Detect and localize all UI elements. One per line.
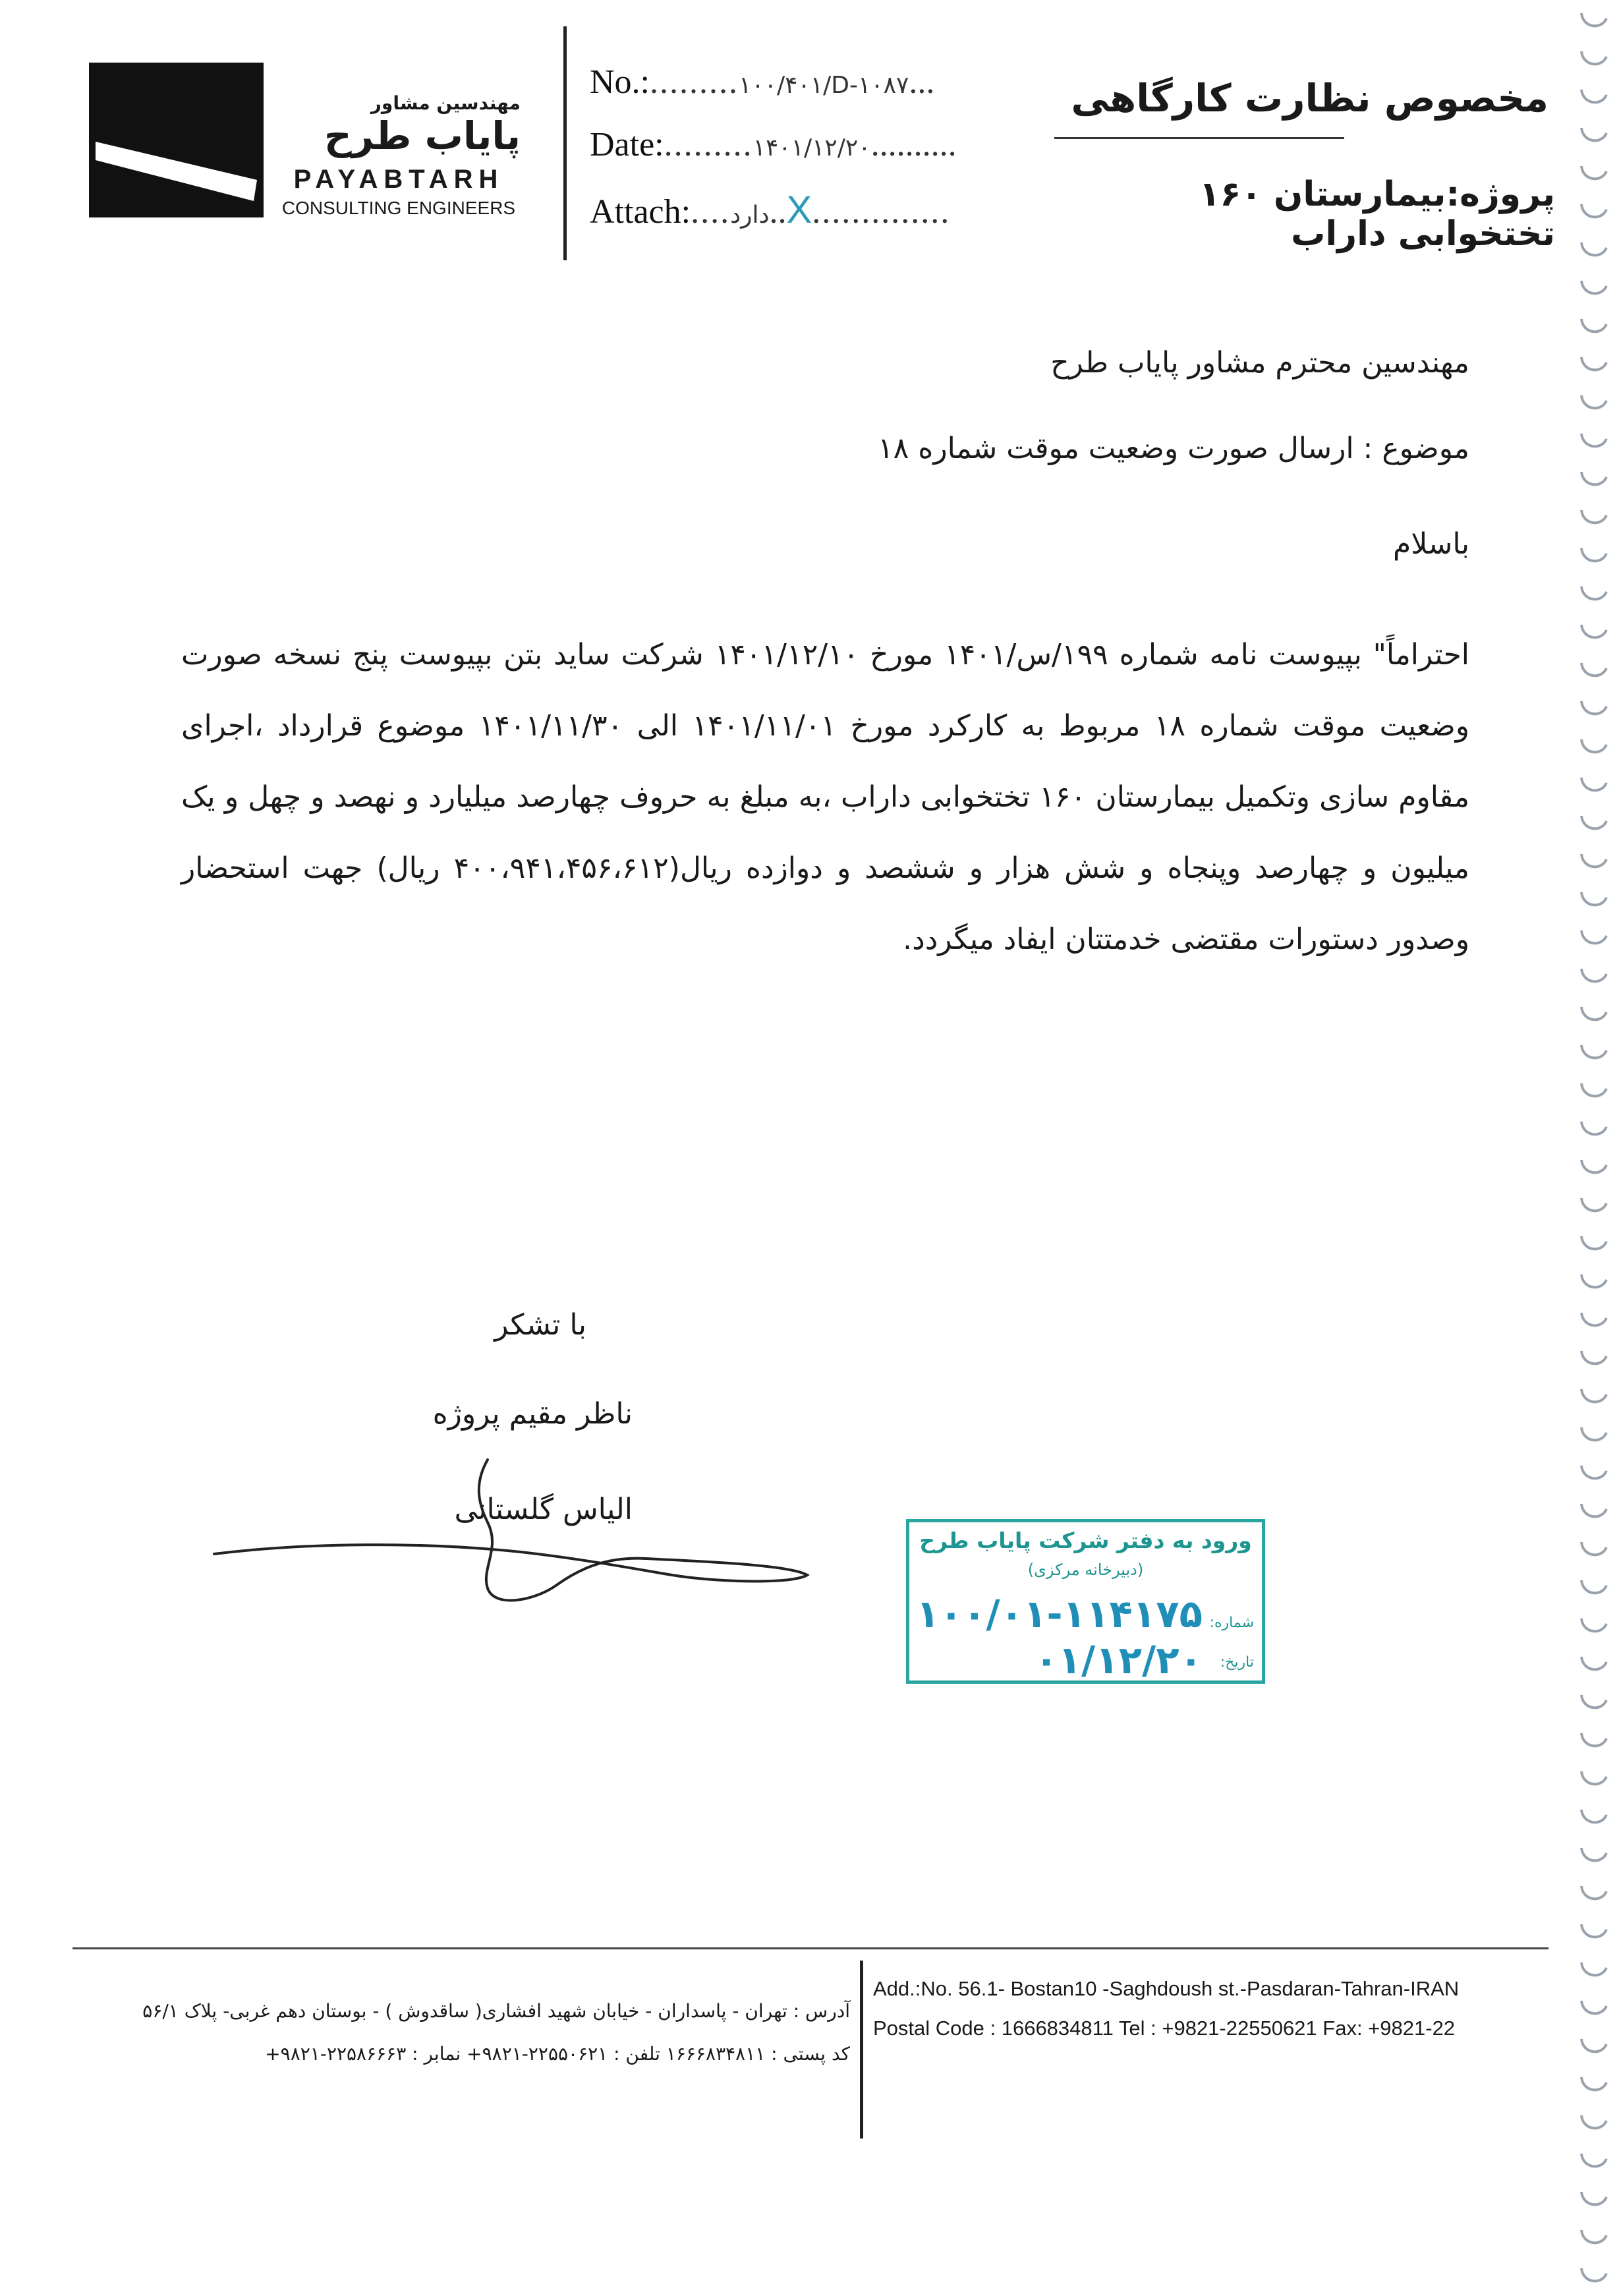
handwritten-signature <box>211 1443 817 1641</box>
letter-body: احتراماً" بپیوست نامه شماره ۱۹۹/س/۱۴۰۱ مورخ ۱۴۰۱/۱۲/۱۰ شرکت ساید بتن بپیوست پنج نسخه صورت وضعیت موقت شماره ۱۸ مربوط به کارکرد مورخ ۱۴۰۱/۱۱/۰۱ الی ۱۴۰۱/۱۱/۳۰ موضوع قرارداد ،اجرای مقاوم سازی وتکمیل بیمارستان ۱۶۰ تختخوابی داراب ،به مبلغ به حروف چهارصد میلیارد و نهصد و چهل و یک میلیون و چهارصد وپنجاه و شش هزار و ششصد و دوازده ریال(۴۰۰،۹۴۱،۴۵۶،۶۱۲ ریال) جهت استحضار وصدور دستورات مقتضی خدمتتان ایفاد میگردد. <box>181 638 1470 956</box>
spiral-hole-mark <box>1581 1236 1606 1249</box>
spiral-hole-mark <box>1581 1007 1606 1019</box>
registry-stamp <box>906 1519 1265 1684</box>
spiral-hole-mark <box>1581 2268 1606 2281</box>
letter-number-value: ۱۰۰/۴۰۱/D-۱۰۸۷ <box>739 72 909 99</box>
spiral-hole-mark <box>1581 1771 1606 1784</box>
spiral-hole-mark <box>1581 1619 1606 1631</box>
logo-mark-icon <box>89 63 264 217</box>
letter-salutation: مهندسین محترم مشاور پایاب طرح <box>1050 346 1469 380</box>
spiral-hole-mark <box>1581 1963 1606 1975</box>
spiral-hole-mark <box>1581 1389 1606 1402</box>
spiral-hole-mark <box>1581 2230 1606 2243</box>
spiral-hole-mark <box>1581 625 1606 637</box>
supervision-underline <box>1054 137 1344 139</box>
spiral-hole-mark <box>1581 472 1606 484</box>
footer-english-contact: Postal Code : 1666834811 Tel : +9821-22550621 Fax: +9821-22 <box>873 2017 1456 2040</box>
spiral-hole-mark <box>1581 2039 1606 2052</box>
spiral-hole-mark <box>1581 1466 1606 1478</box>
spiral-hole-mark <box>1581 739 1606 752</box>
spiral-hole-mark <box>1581 1427 1606 1440</box>
letter-closing: با تشکر <box>494 1308 586 1342</box>
header-divider <box>563 26 567 260</box>
stamp-number-label: شماره: <box>1209 1615 1254 1631</box>
spiral-hole-mark <box>1581 51 1606 64</box>
spiral-hole-mark <box>1581 1122 1606 1134</box>
spiral-hole-mark <box>1581 1542 1606 1555</box>
spiral-hole-mark <box>1581 1313 1606 1325</box>
letter-attach-label: Attach: <box>590 193 691 231</box>
spiral-hole-mark <box>1581 1160 1606 1172</box>
logo-persian-subtitle: مهندسین مشاور <box>370 92 521 114</box>
spiral-hole-mark <box>1581 395 1606 408</box>
footer-column-divider <box>860 1961 863 2138</box>
spiral-hole-mark <box>1581 2077 1606 2090</box>
spiral-hole-mark <box>1581 2154 1606 2166</box>
spiral-hole-mark <box>1581 1275 1606 1287</box>
footer-persian-contact: کد پستی : ۱۶۶۶۸۳۴۸۱۱ تلفن : ۲۲۵۵۰۶۲۱-۹۸۲۱+ نمابر : ۲۲۵۸۶۶۶۳-۹۸۲۱+ <box>265 2043 850 2065</box>
spiral-hole-mark <box>1581 1733 1606 1746</box>
spiral-hole-mark <box>1581 701 1606 714</box>
letter-number-row: No.:.........۱۰۰/۴۰۱/D-۱۰۸۷... <box>590 63 935 101</box>
spiral-hole-mark <box>1581 1695 1606 1708</box>
project-name: پروژه:بیمارستان ۱۶۰ تختخوابی داراب <box>1199 175 1555 254</box>
company-logo <box>89 63 264 217</box>
stamp-subtitle: (دبیرخانه مرکزی) <box>1027 1561 1144 1579</box>
spiral-hole-mark <box>1581 1657 1606 1669</box>
footer-divider <box>72 1947 1548 1949</box>
spiral-hole-mark <box>1581 13 1606 26</box>
spiral-hole-mark <box>1581 931 1606 943</box>
spiral-hole-mark <box>1581 2001 1606 2013</box>
spiral-hole-mark <box>1581 1504 1606 1516</box>
spiral-hole-mark <box>1581 1886 1606 1899</box>
spiral-hole-mark <box>1581 319 1606 331</box>
letter-date-value: ۱۴۰۱/۱۲/۲۰ <box>753 134 871 161</box>
spiral-hole-mark <box>1581 1580 1606 1593</box>
spiral-hole-mark <box>1581 1198 1606 1211</box>
letter-number-label: No.: <box>590 63 650 101</box>
stamp-date-value: ۰۱/۱۲/۲۰ <box>1035 1638 1203 1682</box>
spiral-hole-mark <box>1581 281 1606 293</box>
spiral-hole-mark <box>1581 243 1606 255</box>
footer-english-address: Add.:No. 56.1- Bostan10 -Saghdoush st.-Pasdaran-Tahran-IRAN <box>873 1977 1460 2000</box>
logo-persian-name: پایاب طرح <box>324 113 521 158</box>
spiral-hole-mark <box>1581 204 1606 217</box>
spiral-hole-mark <box>1581 166 1606 179</box>
spiral-hole-mark <box>1581 2192 1606 2204</box>
spiral-hole-mark <box>1581 816 1606 828</box>
attach-check-mark: X <box>786 188 812 231</box>
letter-date-row: Date:.........۱۴۰۱/۱۲/۲۰.......... <box>590 126 957 163</box>
spiral-hole-mark <box>1581 357 1606 370</box>
spiral-binding-decoration <box>1555 0 1619 2296</box>
footer-persian-address: آدرس : تهران - پاسداران - خیابان شهید افشاری( ساقدوش ) - بوستان دهم غربی- پلاک ۵۶/۱ <box>142 2000 850 2022</box>
stamp-number-value: ۱۰۰/۰۱-۱۱۴۱۷۵ <box>916 1592 1203 1636</box>
signer-role: ناظر مقیم پروژه <box>432 1397 633 1431</box>
spiral-hole-mark <box>1581 2115 1606 2128</box>
letter-attach-row: Attach:....دارد..X.............. <box>590 188 951 231</box>
letter-attach-value: دارد <box>730 202 770 229</box>
spiral-hole-mark <box>1581 548 1606 561</box>
spiral-hole-mark <box>1581 587 1606 599</box>
letter-date-label: Date: <box>590 126 664 163</box>
spiral-hole-mark <box>1581 663 1606 675</box>
spiral-hole-mark <box>1581 892 1606 905</box>
logo-english-name: PAYABTARH <box>293 165 504 194</box>
letter-greeting: باسلام <box>1392 527 1469 561</box>
spiral-hole-mark <box>1581 128 1606 140</box>
logo-english-subtitle: CONSULTING ENGINEERS <box>281 198 516 218</box>
spiral-hole-mark <box>1581 969 1606 981</box>
spiral-hole-mark <box>1581 854 1606 867</box>
spiral-hole-mark <box>1581 510 1606 523</box>
supervision-title: مخصوص نظارت کارگاهی <box>1071 76 1548 121</box>
spiral-hole-mark <box>1581 1045 1606 1058</box>
spiral-hole-mark <box>1581 90 1606 102</box>
spiral-hole-mark <box>1581 1924 1606 1937</box>
stamp-date-label: تاریخ: <box>1220 1654 1254 1671</box>
spiral-hole-mark <box>1581 1810 1606 1822</box>
spiral-hole-mark <box>1581 1351 1606 1363</box>
spiral-hole-mark <box>1581 434 1606 446</box>
spiral-hole-mark <box>1581 1083 1606 1096</box>
stamp-title: ورود به دفتر شرکت پایاب طرح <box>919 1528 1252 1553</box>
signer-name: الیاس گلستانی <box>454 1493 633 1526</box>
spiral-hole-mark <box>1581 778 1606 790</box>
letter-subject: موضوع : ارسال صورت وضعیت موقت شماره ۱۸ <box>878 432 1469 465</box>
spiral-hole-mark <box>1581 1848 1606 1860</box>
